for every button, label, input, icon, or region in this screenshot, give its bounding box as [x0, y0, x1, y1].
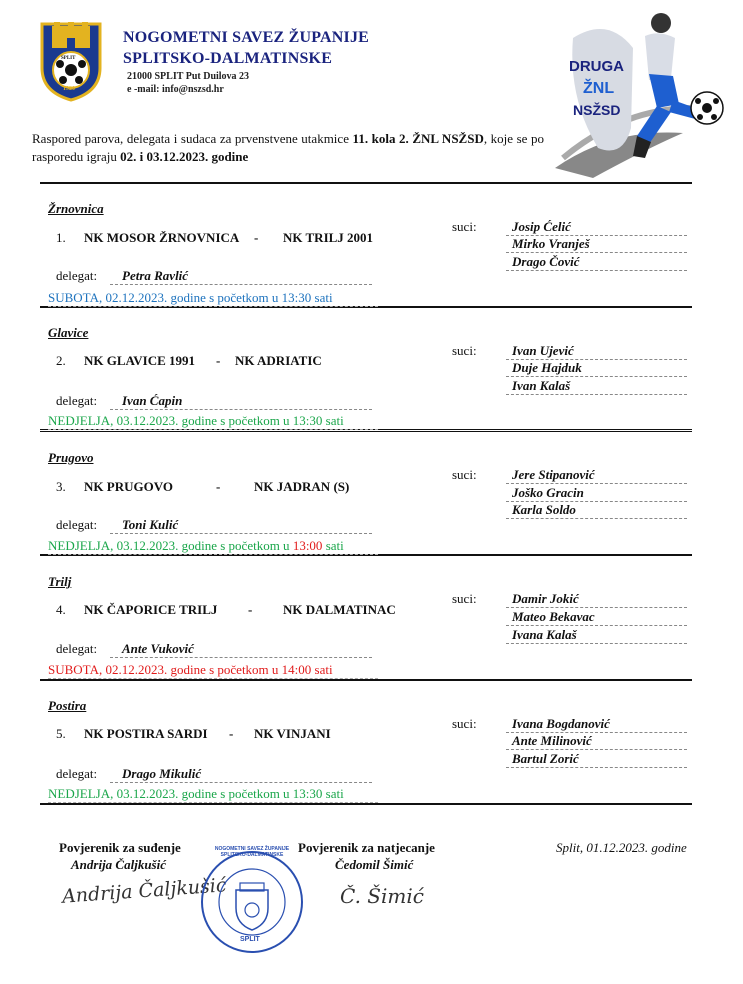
match-number: 1.: [56, 230, 66, 245]
venue: Trilj: [48, 574, 72, 589]
badge-line3: NSŽSD: [573, 102, 621, 118]
home-team: NK POSTIRA SARDI: [84, 726, 208, 741]
referee: Ivana Bogdanović: [506, 715, 687, 733]
org-name-line2: SPLITSKO-DALMATINSKE: [123, 50, 333, 67]
away-team: NK JADRAN (S): [254, 479, 350, 494]
home-team: NK MOSOR ŽRNOVNICA: [84, 230, 240, 245]
home-team: NK GLAVICE 1991: [84, 353, 196, 368]
stamp-city: SPLIT: [240, 936, 260, 943]
logo-year: 1920: [63, 86, 75, 92]
referee: Mateo Bekavac: [506, 608, 687, 626]
org-address: 21000 SPLIT Put Duilova 23: [127, 71, 250, 82]
venue: Glavice: [48, 325, 89, 340]
delegate: Ante Vuković: [110, 640, 372, 658]
referees-label: suci:: [452, 219, 477, 234]
match-number: 4.: [56, 602, 66, 617]
delegate: Toni Kulić: [110, 516, 372, 534]
schedule: SUBOTA, 02.12.2023. godine s početkom u 14:00 sati: [48, 661, 378, 679]
match-number: 3.: [56, 479, 66, 494]
referees-label: suci:: [452, 467, 477, 482]
delegate: Ivan Ćapin: [110, 392, 372, 410]
referee: Ivan Kalaš: [506, 377, 687, 395]
match-number: 2.: [56, 353, 66, 368]
schedule: NEDJELJA, 03.12.2023. godine s početkom u 13:30 sati: [48, 412, 378, 430]
away-team: NK DALMATINAC: [283, 602, 396, 617]
venue: Prugovo: [48, 450, 94, 465]
schedule: SUBOTA, 02.12.2023. godine s početkom u 13:30 sati: [48, 289, 378, 307]
referee: Mirko Vranješ: [506, 235, 687, 253]
referee-commissioner-title: Povjerenik za suđenje: [59, 840, 181, 855]
delegate-label: delegat:: [56, 393, 98, 408]
signature-mid: Č. Šimić: [340, 884, 424, 908]
schedule: NEDJELJA, 03.12.2023. godine s početkom u 13:00 sati: [48, 537, 378, 555]
away-team: NK ADRIATIC: [235, 353, 322, 368]
official-stamp: [200, 846, 304, 954]
org-email: e -mail: info@nszsd.hr: [127, 84, 224, 95]
referee: Damir Jokić: [506, 590, 687, 608]
referees-label: suci:: [452, 591, 477, 606]
home-team: NK PRUGOVO: [84, 479, 173, 494]
referee: Ante Milinović: [506, 732, 687, 750]
referees-label: suci:: [452, 716, 477, 731]
referee: Bartul Zorić: [506, 750, 687, 768]
referee: Duje Hajduk: [506, 359, 687, 377]
match-separator: -: [229, 726, 234, 741]
referee: Ivana Kalaš: [506, 626, 687, 644]
referee: Jere Stipanović: [506, 466, 687, 484]
referee-commissioner-name: Andrija Čaljkušić: [71, 857, 166, 872]
referee: Josip Ćelić: [506, 218, 687, 236]
org-name-line1: NOGOMETNI SAVEZ ŽUPANIJE: [123, 29, 370, 46]
signature-left: Andrija Čaljkušić: [61, 874, 228, 908]
delegate-label: delegat:: [56, 517, 98, 532]
referees-label: suci:: [452, 343, 477, 358]
delegate-label: delegat:: [56, 766, 98, 781]
match-number: 5.: [56, 726, 66, 741]
competition-commissioner-title: Povjerenik za natjecanje: [298, 840, 435, 855]
intro-paragraph: Raspored parova, delegata i sudaca za prvenstvene utakmice 11. kola 2. ŽNL NSŽSD, koje se po rasporedu igraju 02. i 03.12.2023. godine: [32, 131, 545, 164]
badge-line2: ŽNL: [583, 80, 615, 97]
referee: Karla Soldo: [506, 501, 687, 519]
referee: Drago Čović: [506, 253, 687, 271]
referee: Ivan Ujević: [506, 342, 687, 360]
match-separator: -: [216, 353, 221, 368]
delegate-label: delegat:: [56, 641, 98, 656]
match-separator: -: [248, 602, 253, 617]
divider: [40, 182, 692, 184]
venue: Žrnovnica: [48, 201, 104, 216]
away-team: NK VINJANI: [254, 726, 331, 741]
delegate-label: delegat:: [56, 268, 98, 283]
competition-commissioner-name: Čedomil Šimić: [335, 857, 414, 872]
badge-line1: DRUGA: [569, 58, 624, 75]
logo-city: SPLIT: [61, 56, 76, 61]
match-separator: -: [216, 479, 221, 494]
match-separator: -: [254, 230, 259, 245]
referee: Joško Gracin: [506, 484, 687, 502]
schedule: NEDJELJA, 03.12.2023. godine s početkom u 13:30 sati: [48, 785, 378, 803]
league-badge: [553, 8, 728, 180]
away-team: NK TRILJ 2001: [283, 230, 374, 245]
delegate: Drago Mikulić: [110, 765, 372, 783]
home-team: NK ČAPORICE TRILJ: [84, 602, 218, 617]
place-date: Split, 01.12.2023. godine: [556, 840, 687, 855]
delegate: Petra Ravlić: [110, 267, 372, 285]
stamp-text: NOGOMETNI SAVEZ ŽUPANIJE SPLITSKO-DALMATINSKE: [214, 846, 290, 858]
divider: [40, 679, 692, 681]
divider: [40, 803, 692, 805]
venue: Postira: [48, 698, 87, 713]
association-logo: [38, 18, 104, 102]
